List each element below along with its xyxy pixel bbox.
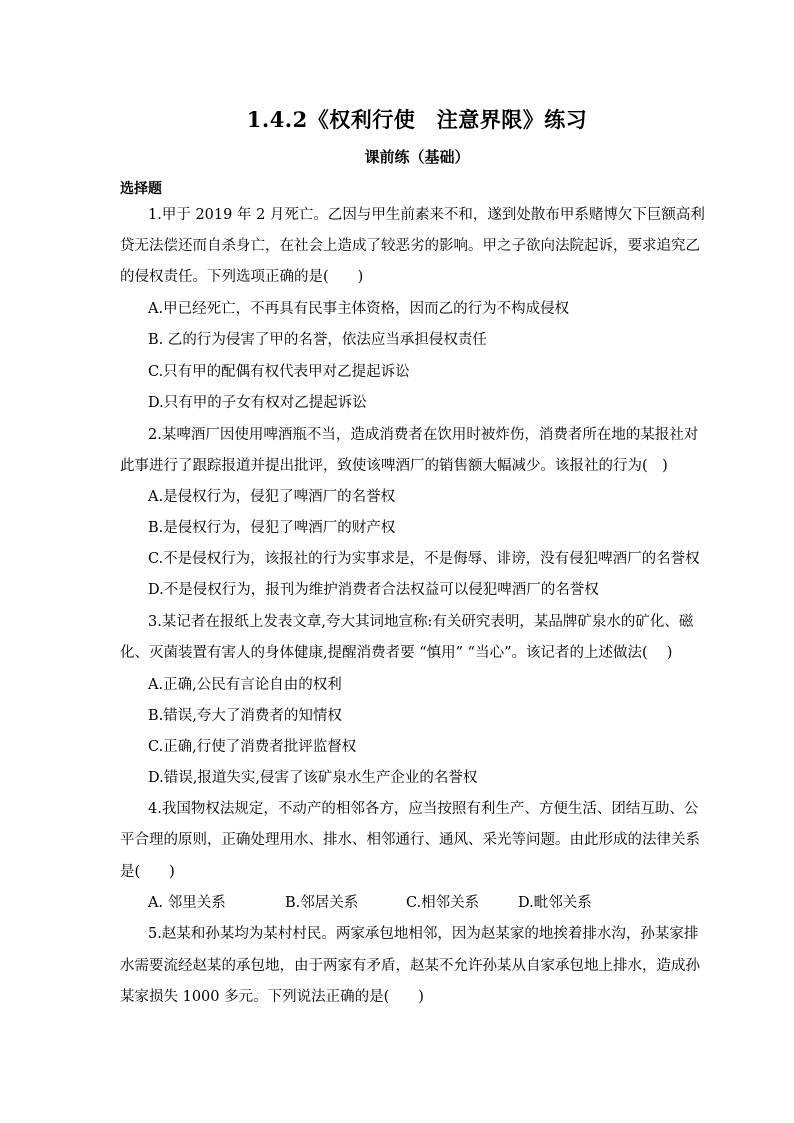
question-4-option-b: B.邻居关系 bbox=[285, 895, 359, 911]
question-5-line-1: 5.赵某和孙某均为某村村民。两家承包地相邻，因为赵某家的地挨着排水沟，孙某家排 bbox=[148, 926, 699, 942]
question-2-option-b: B.是侵权行为，侵犯了啤酒厂的财产权 bbox=[148, 520, 396, 536]
question-2-line-2: 此事进行了跟踪报道并提出批评，致使该啤酒厂的销售额大幅减少。该报社的行为( ) bbox=[120, 458, 668, 474]
question-4-option-a: A. 邻里关系 bbox=[148, 895, 226, 911]
question-1-option-a: A.甲已经死亡，不再具有民事主体资格，因而乙的行为不构成侵权 bbox=[148, 301, 570, 317]
question-2-option-a: A.是侵权行为，侵犯了啤酒厂的名誉权 bbox=[148, 489, 396, 505]
question-4-line-3: 是( ) bbox=[120, 864, 175, 880]
question-3-option-b: B.错误,夸大了消费者的知情权 bbox=[148, 708, 342, 724]
question-1-option-b: B. 乙的行为侵害了甲的名誉，依法应当承担侵权责任 bbox=[148, 332, 487, 348]
question-3-option-a: A.正确,公民有言论自由的权利 bbox=[148, 677, 342, 693]
question-2-option-c: C.不是侵权行为，该报社的行为实事求是，不是侮辱、诽谤，没有侵犯啤酒厂的名誉权 bbox=[148, 551, 700, 567]
question-1-line-2: 贷无法偿还而自杀身亡，在社会上造成了较恶劣的影响。甲之子欲向法院起诉，要求追究乙 bbox=[120, 238, 700, 254]
question-3-line-1: 3.某记者在报纸上发表文章,夸大其词地宣称:有关研究表明，某品牌矿泉水的矿化、磁 bbox=[148, 614, 694, 630]
section-heading: 选择题 bbox=[120, 181, 162, 197]
question-4-option-d: D.毗邻关系 bbox=[518, 895, 592, 911]
question-1-line-1: 1.甲于 2019 年 2 月死亡。乙因与甲生前素来不和，遂到处散布甲系赌博欠下巨额高利 bbox=[148, 207, 705, 223]
document-subtitle: 课前练（基础） bbox=[364, 148, 470, 166]
question-4-line-2: 平合理的原则，正确处理用水、排水、相邻通行、通风、采光等问题。由此形成的法律关系 bbox=[120, 832, 700, 848]
question-3-option-c: C.正确,行使了消费者批评监督权 bbox=[148, 739, 357, 755]
question-4-option-c: C.相邻关系 bbox=[406, 895, 480, 911]
question-1-option-d: D.只有甲的子女有权对乙提起诉讼 bbox=[148, 395, 367, 411]
question-1-option-c: C.只有甲的配偶有权代表甲对乙提起诉讼 bbox=[148, 364, 410, 380]
question-4-line-1: 4.我国物权法规定，不动产的相邻各方，应当按照有利生产、方便生活、团结互助、公 bbox=[148, 801, 699, 817]
question-1-line-3: 的侵权责任。下列选项正确的是( ) bbox=[120, 269, 364, 285]
question-3-line-2: 化、灭菌装置有害人的身体健康,提醒消费者要 “慎用” “当心”。该记者的上述做法( ) bbox=[120, 645, 673, 661]
question-3-option-d: D.错误,报道失实,侵害了该矿泉水生产企业的名誉权 bbox=[148, 770, 478, 786]
question-2-line-1: 2.某啤酒厂因使用啤酒瓶不当，造成消费者在饮用时被炸伤，消费者所在地的某报社对 bbox=[148, 427, 699, 443]
question-5-line-3: 某家损失 1000 多元。下列说法正确的是( ) bbox=[120, 989, 424, 1005]
question-5-line-2: 水需要流经赵某的承包地，由于两家有矛盾，赵某不允许孙某从自家承包地上排水，造成孙 bbox=[120, 958, 700, 974]
question-2-option-d: D.不是侵权行为，报刊为维护消费者合法权益可以侵犯啤酒厂的名誉权 bbox=[148, 582, 599, 598]
document-title: 1.4.2《权利行使 注意界限》练习 bbox=[246, 107, 588, 132]
